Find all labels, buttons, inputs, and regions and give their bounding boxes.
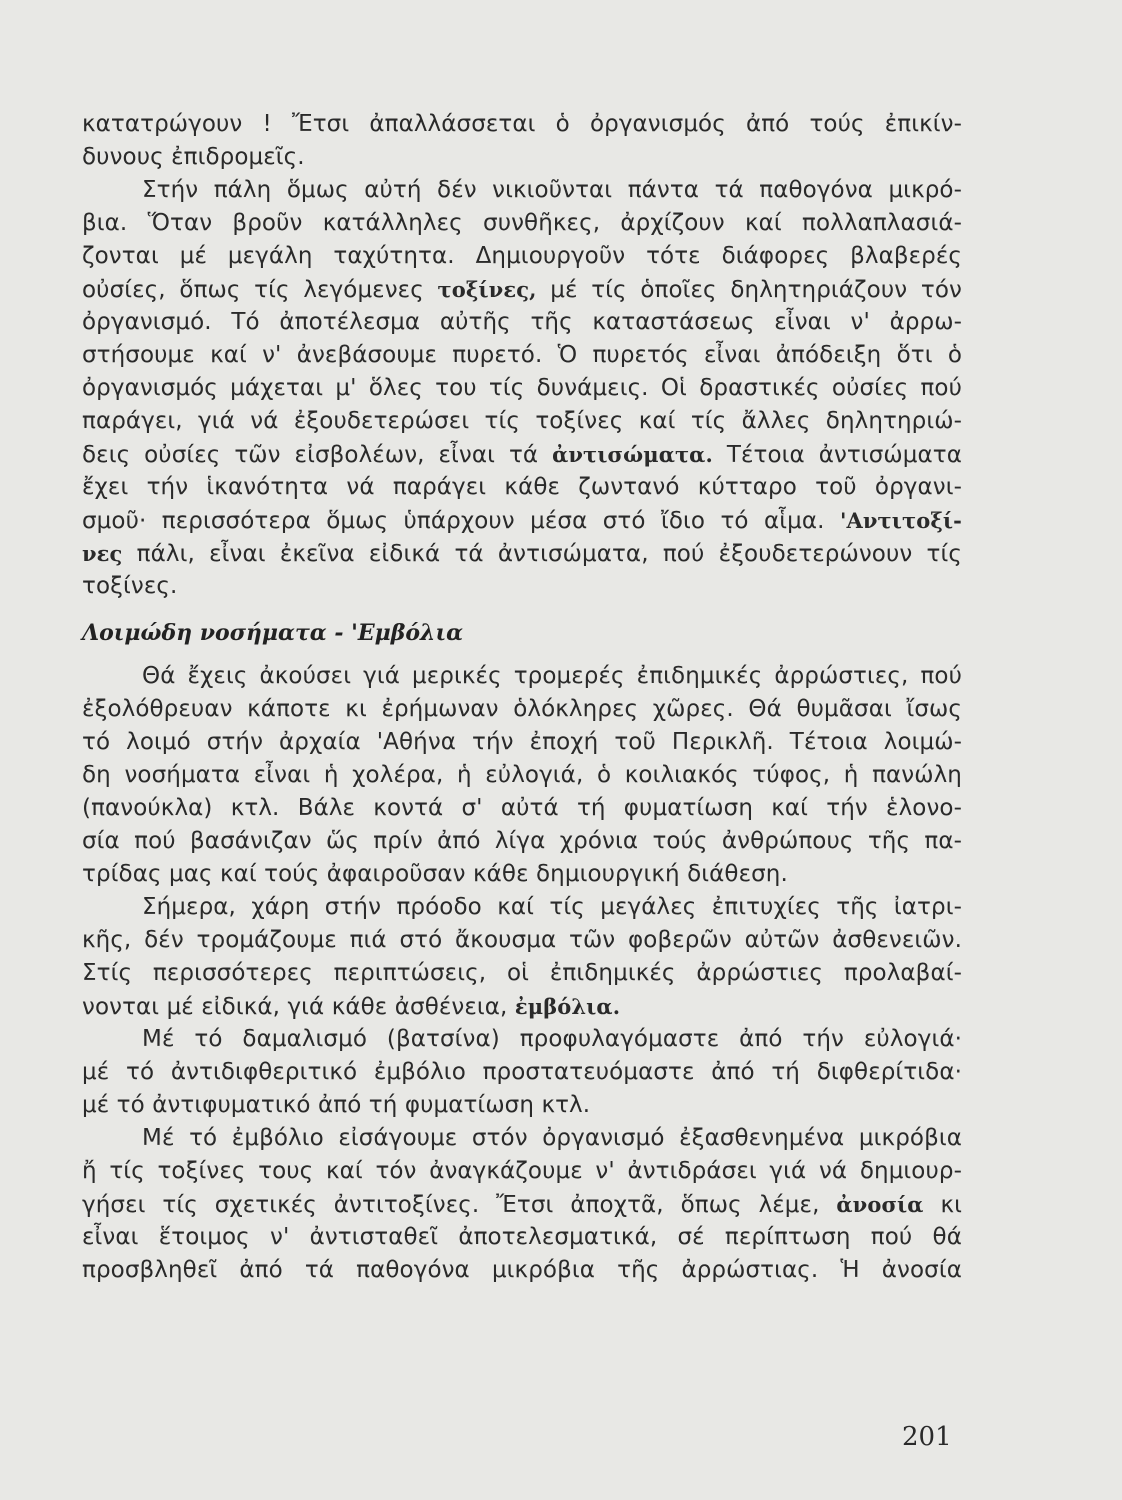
- text-line: κῆς, δέν τρομάζουμε πιά στό ἄκουσμα τῶν φοβερῶν αὐτῶν ἀσθενειῶν.: [82, 927, 962, 953]
- text-line: νες πάλι, εἶναι ἐκεῖνα εἰδικά τά ἀντισώματα, πού ἐξουδετερώνουν τίς: [82, 541, 962, 567]
- text-line: εἶναι ἕτοιμος ν' ἀντισταθεῖ ἀποτελεσματικά, σέ περίπτωση πού θά: [82, 1224, 962, 1250]
- text-line: τρίδας μας καί τούς ἀφαιροῦσαν κάθε δημιουργική διάθεση.: [82, 861, 788, 887]
- text-line: νονται μέ εἰδικά, γιά κάθε ἀσθένεια, ἐμβόλια.: [82, 994, 621, 1020]
- text-line: ἔχει τήν ἱκανότητα νά παράγει κάθε ζωντανό κύτταρο τοῦ ὀργανι-: [82, 474, 962, 500]
- text-line: Μέ τό ἐμβόλιο εἰσάγουμε στόν ὀργανισμό ἐξασθενημένα μικρόβια: [142, 1125, 962, 1151]
- text-line: ὀργανισμό. Τό ἀποτέλεσμα αὐτῆς τῆς καταστάσεως εἶναι ν' ἀρρω-: [82, 309, 962, 335]
- body-text: [82, 108, 962, 1287]
- text-line: Θά ἔχεις ἀκούσει γιά μερικές τρομερές ἐπιδημικές ἀρρώστιες, πού: [142, 663, 962, 689]
- term-antitoxins: 'Αντιτοξί-: [839, 508, 962, 533]
- text-line: ἤ τίς τοξίνες τους καί τόν ἀναγκάζουμε ν' ἀντιδράσει γιά νά δημιουρ-: [82, 1158, 962, 1184]
- text-line: σμοῦ· περισσότερα ὅμως ὑπάρχουν μέσα στό ἴδιο τό αἷμα. 'Αντιτοξί-: [82, 508, 962, 534]
- text-line: μέ τό ἀντιδιφθεριτικό ἐμβόλιο προστατευόμαστε ἀπό τή διφθερίτιδα·: [82, 1059, 962, 1085]
- term-immunity: ἀνοσία: [836, 1192, 924, 1217]
- term-antitoxins-cont: νες: [82, 541, 123, 566]
- text-line: γήσει τίς σχετικές ἀντιτοξίνες. Ἔτσι ἀποχτᾶ, ὅπως λέμε, ἀνοσία κι: [82, 1192, 963, 1218]
- text-line: Στήν πάλη ὅμως αὐτή δέν νικιοῦνται πάντα τά παθογόνα μικρό-: [142, 177, 962, 203]
- text-line: τοξίνες.: [82, 573, 178, 599]
- text-line: δυνους ἐπιδρομεῖς.: [82, 144, 305, 170]
- text-line: ζονται μέ μεγάλη ταχύτητα. Δημιουργοῦν τότε διάφορες βλαβερές: [82, 243, 962, 269]
- text-line: δεις οὐσίες τῶν εἰσβολέων, εἶναι τά ἀντισώματα. Τέτοια ἀντισώματα: [82, 442, 962, 468]
- text-line: σία πού βασάνιζαν ὥς πρίν ἀπό λίγα χρόνια τούς ἀνθρώπους τῆς πα-: [82, 828, 962, 854]
- text-line: προσβληθεῖ ἀπό τά παθογόνα μικρόβια τῆς ἀρρώστιας. Ἡ ἀνοσία: [82, 1257, 962, 1283]
- term-antibodies: ἀντισώματα.: [552, 442, 713, 467]
- text-line: δη νοσήματα εἶναι ἡ χολέρα, ἡ εὐλογιά, ὁ κοιλιακός τύφος, ἡ πανώλη: [82, 762, 962, 788]
- text-line: παράγει, γιά νά ἐξουδετερώσει τίς τοξίνες καί τίς ἄλλες δηλητηριώ-: [82, 408, 962, 434]
- term-toxines: τοξίνες,: [437, 277, 537, 302]
- text-line: Μέ τό δαμαλισμό (βατσίνα) προφυλαγόμαστε ἀπό τήν εὐλογιά·: [142, 1026, 962, 1052]
- text-line: οὐσίες, ὅπως τίς λεγόμενες τοξίνες, μέ τίς ὁποῖες δηλητηριάζουν τόν: [82, 277, 962, 303]
- page-number: 201: [902, 1422, 952, 1452]
- text-line: τό λοιμό στήν ἀρχαία 'Αθήνα τήν ἐποχή τοῦ Περικλῆ. Τέτοια λοιμώ-: [82, 729, 962, 755]
- section-heading: Λοιμώδη νοσήματα - 'Εμβόλια: [82, 620, 464, 646]
- text-line: (πανούκλα) κτλ. Βάλε κοντά σ' αὐτά τή φυματίωση καί τήν ἑλονο-: [82, 795, 962, 821]
- term-vaccines: ἐμβόλια.: [514, 994, 621, 1019]
- text-line: ἐξολόθρευαν κάποτε κι ἐρήμωναν ὁλόκληρες χῶρες. Θά θυμᾶσαι ἴσως: [82, 696, 962, 722]
- text-line: κατατρώγουν ! Ἔτσι ἀπαλλάσσεται ὁ ὀργανισμός ἀπό τούς ἐπικίν-: [82, 111, 962, 137]
- text-line: στήσουμε καί ν' ἀνεβάσουμε πυρετό. Ὁ πυρετός εἶναι ἀπόδειξη ὅτι ὁ: [82, 342, 962, 368]
- text-line: ὀργανισμός μάχεται μ' ὅλες του τίς δυνάμεις. Οἱ δραστικές οὐσίες πού: [82, 375, 962, 401]
- text-line: Σήμερα, χάρη στήν πρόοδο καί τίς μεγάλες ἐπιτυχίες τῆς ἰατρι-: [142, 894, 962, 920]
- text-line: Στίς περισσότερες περιπτώσεις, οἱ ἐπιδημικές ἀρρώστιες προλαβαί-: [82, 960, 962, 986]
- text-line: βια. Ὅταν βροῦν κατάλληλες συνθῆκες, ἀρχίζουν καί πολλαπλασιά-: [82, 210, 962, 236]
- text-line: μέ τό ἀντιφυματικό ἀπό τή φυματίωση κτλ.: [82, 1092, 591, 1118]
